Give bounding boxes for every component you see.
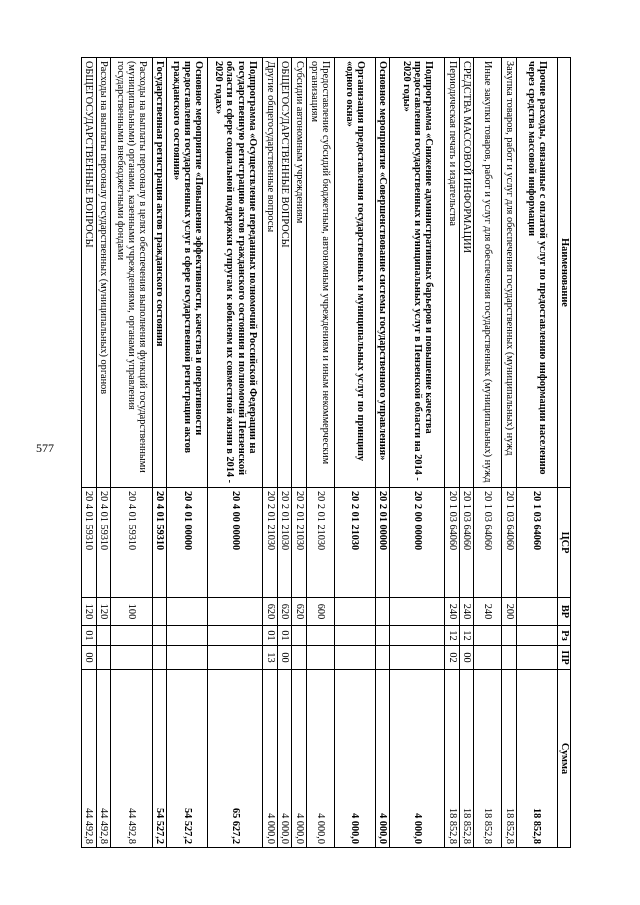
cell-sum: 4 000,0	[263, 670, 278, 848]
table-row	[208, 58, 263, 848]
cell-rz	[208, 626, 263, 646]
cell-sum: 4 000,0	[390, 670, 445, 848]
cell-vr: 120	[96, 598, 111, 626]
cell-csr: 20 4 01 59310	[82, 488, 97, 598]
cell-rz: 12	[459, 626, 474, 646]
cell-rz: 01	[263, 626, 278, 646]
header-sum: Сумма	[558, 670, 571, 848]
cell-vr	[167, 598, 208, 626]
cell-rz	[292, 626, 307, 646]
table-row	[111, 58, 152, 848]
cell-name: Подпрограмма «Осуществление переданных полномочий Российской Федерации на государственную регистрацию актов гражданского состояния и полномочий Пензенской области в сфере социальной поддержки супругам к юбилеям их совместной жизни в 2014 - 2020 годах»	[208, 58, 263, 488]
cell-sum: 18 852,8	[516, 670, 557, 848]
cell-sum: 4 000,0	[306, 670, 334, 848]
cell-vr: 240	[445, 598, 460, 626]
cell-rz	[306, 626, 334, 646]
cell-name: Расходы на выплаты персоналу государственных (муниципальных) органов	[96, 58, 111, 488]
cell-sum: 18 852,8	[474, 670, 502, 848]
table-row	[502, 58, 517, 848]
cell-pr	[111, 646, 152, 670]
cell-pr	[474, 646, 502, 670]
cell-csr: 20 1 03 64060	[459, 488, 474, 598]
cell-name: Основное мероприятие «Совершенствование системы государственного управления»	[375, 58, 390, 488]
cell-rz	[516, 626, 557, 646]
cell-csr: 20 2 01 21030	[277, 488, 292, 598]
cell-name: Закупка товаров, работ и услуг для обеспечения государственных (муниципальных) нужд	[502, 58, 517, 488]
cell-rz: 01	[277, 626, 292, 646]
cell-vr: 100	[111, 598, 152, 626]
table-row	[277, 58, 292, 848]
cell-csr: 20 1 03 64060	[502, 488, 517, 598]
cell-pr	[208, 646, 263, 670]
cell-rz	[502, 626, 517, 646]
table-row	[96, 58, 111, 848]
cell-sum: 44 492,8	[82, 670, 97, 848]
cell-name: Периодическая печать и издательства	[445, 58, 460, 488]
cell-rz	[167, 626, 208, 646]
cell-rz	[390, 626, 445, 646]
cell-sum: 4 000,0	[292, 670, 307, 848]
cell-rz: 12	[445, 626, 460, 646]
cell-name: СРЕДСТВА МАССОВОЙ ИНФОРМАЦИИ	[459, 58, 474, 488]
cell-rz	[334, 626, 375, 646]
cell-rz	[474, 626, 502, 646]
cell-name: Иные закупки товаров, работ и услуг для обеспечения государственных (муниципальных) нужд	[474, 58, 502, 488]
rotated-table-container	[81, 57, 571, 847]
cell-csr: 20 2 01 21030	[263, 488, 278, 598]
cell-pr: 13	[263, 646, 278, 670]
cell-csr: 20 2 01 21030	[306, 488, 334, 598]
table-row	[459, 58, 474, 848]
cell-sum: 44 492,8	[96, 670, 111, 848]
cell-csr: 20 4 01 59310	[152, 488, 167, 598]
table-header-row	[558, 58, 571, 848]
cell-name: Предоставление субсидий бюджетным, автономным учреждениям и иным некоммерческим организациям	[306, 58, 334, 488]
cell-csr: 20 2 01 21030	[334, 488, 375, 598]
cell-name: ОБЩЕГОСУДАРСТВЕННЫЕ ВОПРОСЫ	[82, 58, 97, 488]
cell-csr: 20 1 03 64060	[474, 488, 502, 598]
cell-sum: 18 852,8	[445, 670, 460, 848]
table-row	[375, 58, 390, 848]
cell-pr: 00	[277, 646, 292, 670]
cell-sum: 44 492,8	[111, 670, 152, 848]
cell-csr: 20 4 01 59310	[96, 488, 111, 598]
page-number: 577	[36, 441, 54, 455]
table-row	[516, 58, 557, 848]
cell-sum: 18 852,8	[502, 670, 517, 848]
cell-vr: 620	[277, 598, 292, 626]
cell-vr: 240	[459, 598, 474, 626]
cell-name: Прочие расходы, связанные с оплатой услуг по предоставлению информации населению через средства массовой информации	[516, 58, 557, 488]
cell-csr: 20 1 03 64060	[445, 488, 460, 598]
cell-pr	[516, 646, 557, 670]
cell-csr: 20 2 00 00000	[390, 488, 445, 598]
cell-csr: 20 4 01 59310	[111, 488, 152, 598]
cell-vr: 240	[474, 598, 502, 626]
table-row	[390, 58, 445, 848]
cell-rz	[375, 626, 390, 646]
cell-pr	[152, 646, 167, 670]
cell-name: Организация предоставления государственных и муниципальных услуг по принципу «одного окна»	[334, 58, 375, 488]
cell-rz	[152, 626, 167, 646]
cell-name: Подпрограмма «Снижение административных барьеров и повышение качества предоставления государственных и муниципальных услуг в Пензенской области на 2014 - 2020 годы»	[390, 58, 445, 488]
cell-pr: 02	[445, 646, 460, 670]
cell-name: Государственная регистрация актов гражданского состояния	[152, 58, 167, 488]
table-row	[445, 58, 460, 848]
cell-vr: 200	[502, 598, 517, 626]
budget-table	[81, 57, 571, 848]
table-row	[334, 58, 375, 848]
cell-sum: 54 527,2	[152, 670, 167, 848]
cell-sum: 4 000,0	[277, 670, 292, 848]
cell-csr: 20 1 03 64060	[516, 488, 557, 598]
cell-pr	[292, 646, 307, 670]
cell-rz	[96, 626, 111, 646]
cell-sum: 4 000,0	[334, 670, 375, 848]
cell-vr	[375, 598, 390, 626]
cell-vr	[208, 598, 263, 626]
header-rz: Рз	[558, 626, 571, 646]
cell-csr: 20 2 01 21030	[292, 488, 307, 598]
cell-pr	[502, 646, 517, 670]
cell-name: Другие общегосударственные вопросы	[263, 58, 278, 488]
cell-pr: 00	[82, 646, 97, 670]
cell-name: ОБЩЕГОСУДАРСТВЕННЫЕ ВОПРОСЫ	[277, 58, 292, 488]
header-name: Наименование	[558, 58, 571, 488]
cell-name: Субсидии автономным учреждениям	[292, 58, 307, 488]
cell-vr	[516, 598, 557, 626]
cell-sum: 18 852,8	[459, 670, 474, 848]
header-vr: ВР	[558, 598, 571, 626]
table-row	[82, 58, 97, 848]
cell-pr	[306, 646, 334, 670]
cell-csr: 20 2 01 00000	[375, 488, 390, 598]
cell-vr	[334, 598, 375, 626]
cell-vr: 620	[292, 598, 307, 626]
cell-pr	[334, 646, 375, 670]
table-row	[306, 58, 334, 848]
table-row	[474, 58, 502, 848]
cell-pr: 00	[459, 646, 474, 670]
cell-sum: 54 527,2	[167, 670, 208, 848]
cell-pr	[96, 646, 111, 670]
header-pr: ПР	[558, 646, 571, 670]
cell-vr	[152, 598, 167, 626]
cell-rz: 01	[82, 626, 97, 646]
cell-pr	[167, 646, 208, 670]
cell-vr: 120	[82, 598, 97, 626]
table-row	[292, 58, 307, 848]
table-row	[152, 58, 167, 848]
cell-pr	[375, 646, 390, 670]
cell-pr	[390, 646, 445, 670]
cell-rz	[111, 626, 152, 646]
cell-sum: 4 000,0	[375, 670, 390, 848]
header-csr: ЦСР	[558, 488, 571, 598]
cell-name: Основное мероприятие «Повышение эффективности, качества и оперативности предоставления государственных услуг в сфере государственной регистрации актов гражданского состояния»	[167, 58, 208, 488]
cell-vr	[390, 598, 445, 626]
cell-name: Расходы на выплаты персоналу в целях обеспечения выполнения функций государственными (муниципальными) органами, казенными учреждениями, органами управления государственными внебюджетными фондами	[111, 58, 152, 488]
cell-csr: 20 4 01 00000	[167, 488, 208, 598]
table-row	[167, 58, 208, 848]
cell-csr: 20 4 00 00000	[208, 488, 263, 598]
cell-vr: 620	[263, 598, 278, 626]
table-row	[263, 58, 278, 848]
cell-vr: 600	[306, 598, 334, 626]
cell-sum: 65 627,2	[208, 670, 263, 848]
